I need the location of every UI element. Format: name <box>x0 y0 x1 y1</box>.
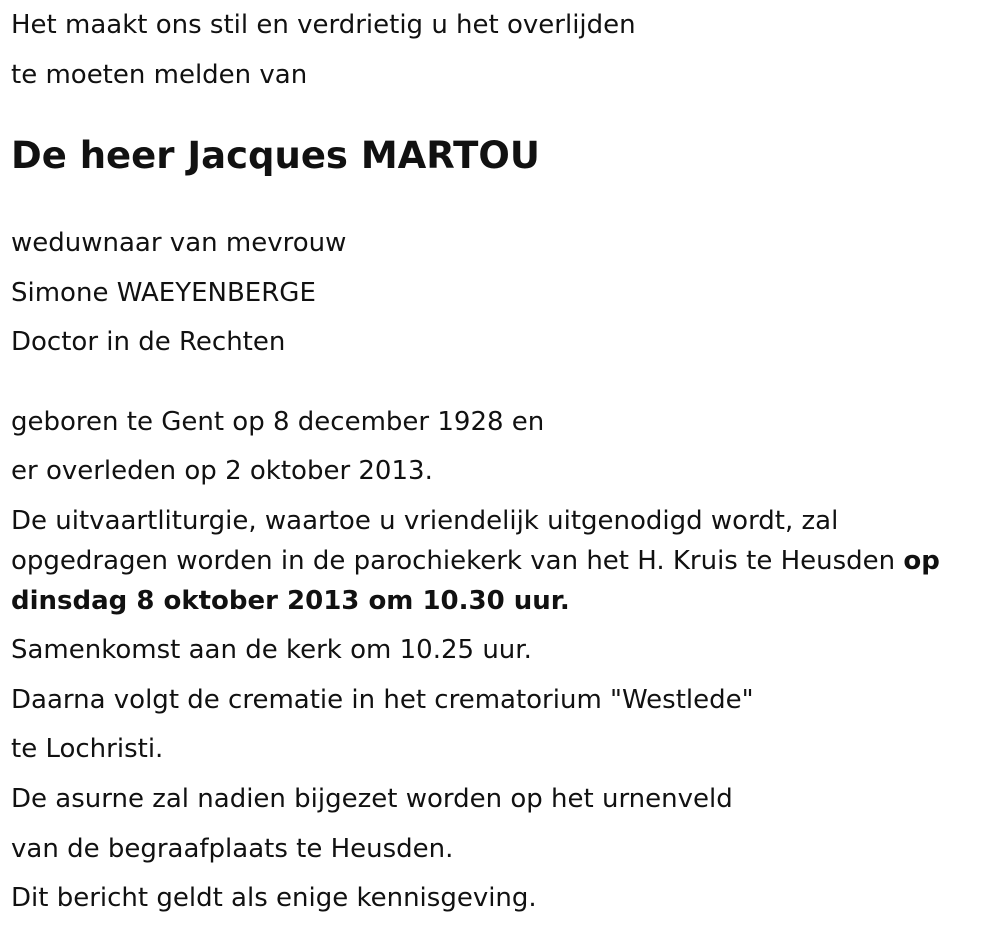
liturgy-text: De uitvaartliturgie, waartoe u vriendelijk uitgenodigd wordt, zal opgedragen worden in de parochiekerk van het H. Kruis te Heusden <box>11 506 904 576</box>
liturgy-paragraph <box>11 501 986 621</box>
death-line: er overleden op 2 oktober 2013. <box>11 456 433 486</box>
urn-line-1: De asurne zal nadien bijgezet worden op het urnenveld <box>11 784 733 814</box>
closing-line: Dit bericht geldt als enige kennisgeving. <box>11 883 537 913</box>
deceased-name: De heer Jacques MARTOU <box>11 134 540 177</box>
intro-line-2: te moeten melden van <box>11 60 308 90</box>
cremation-line-2: te Lochristi. <box>11 734 164 764</box>
widower-line: weduwnaar van mevrouw <box>11 228 347 258</box>
title-line: Doctor in de Rechten <box>11 327 286 357</box>
spouse-name: Simone WAEYENBERGE <box>11 278 316 308</box>
liturgy-date-time: op dinsdag 8 oktober 2013 om 10.30 uur. <box>11 546 940 616</box>
birth-line: geboren te Gent op 8 december 1928 en <box>11 407 545 437</box>
cremation-line-1: Daarna volgt de crematie in het crematorium "Westlede" <box>11 685 754 715</box>
gathering-line: Samenkomst aan de kerk om 10.25 uur. <box>11 635 532 665</box>
intro-line-1: Het maakt ons stil en verdrietig u het overlijden <box>11 10 636 40</box>
urn-line-2: van de begraafplaats te Heusden. <box>11 834 454 864</box>
